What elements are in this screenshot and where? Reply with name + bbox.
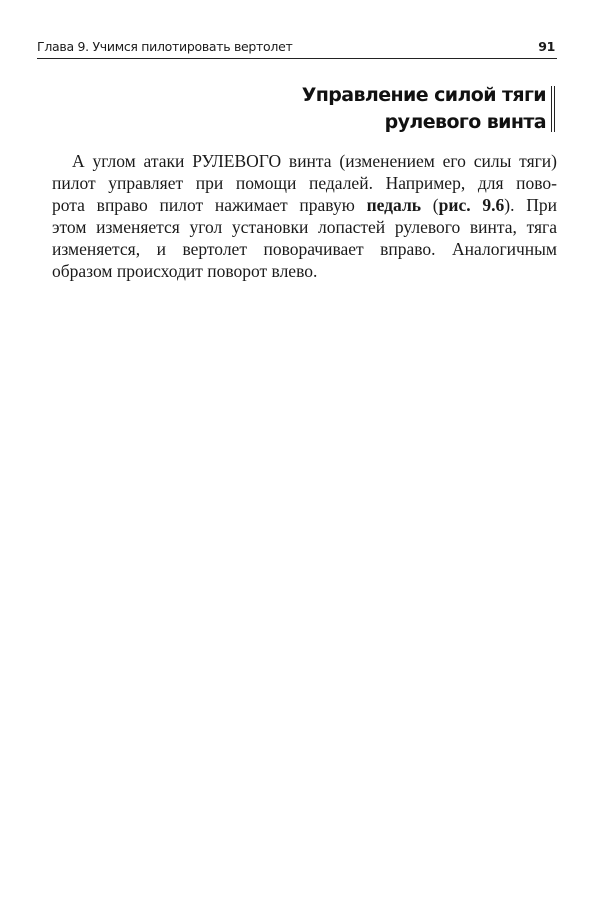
body-paragraph [52,150,557,282]
bold-term-pedal: педаль [366,195,422,215]
paragraph-line: этом изменяется угол установки лопастей рулевого винта, тяга [52,217,557,237]
chapter-title: Глава 9. Учимся пилотировать вертолет [37,39,293,54]
section-heading [302,82,546,136]
text-run: ( [421,195,439,215]
text-run: ). При [504,195,557,215]
paragraph-line: А углом атаки РУЛЕВОГО винта (изменением его силы тяги) [72,151,557,171]
section-heading-line-1: Управление силой тяги [301,84,546,106]
paragraph-line: изменяется, и вертолет поворачивает вправо. Аналогичным [52,239,557,259]
figure-reference: рис. 9.6 [438,195,505,215]
paragraph-line: пилот управляет при помощи педалей. Например, для пово- [52,173,557,193]
running-header [37,38,557,59]
text-run: рота вправо пилот нажимает правую [52,195,367,215]
page-number: 91 [538,39,555,54]
section-heading-line-2: рулевого винта [384,111,546,133]
heading-double-bar-icon [551,86,555,132]
paragraph-line [52,194,557,216]
paragraph-line: образом происходит поворот влево. [52,261,318,281]
